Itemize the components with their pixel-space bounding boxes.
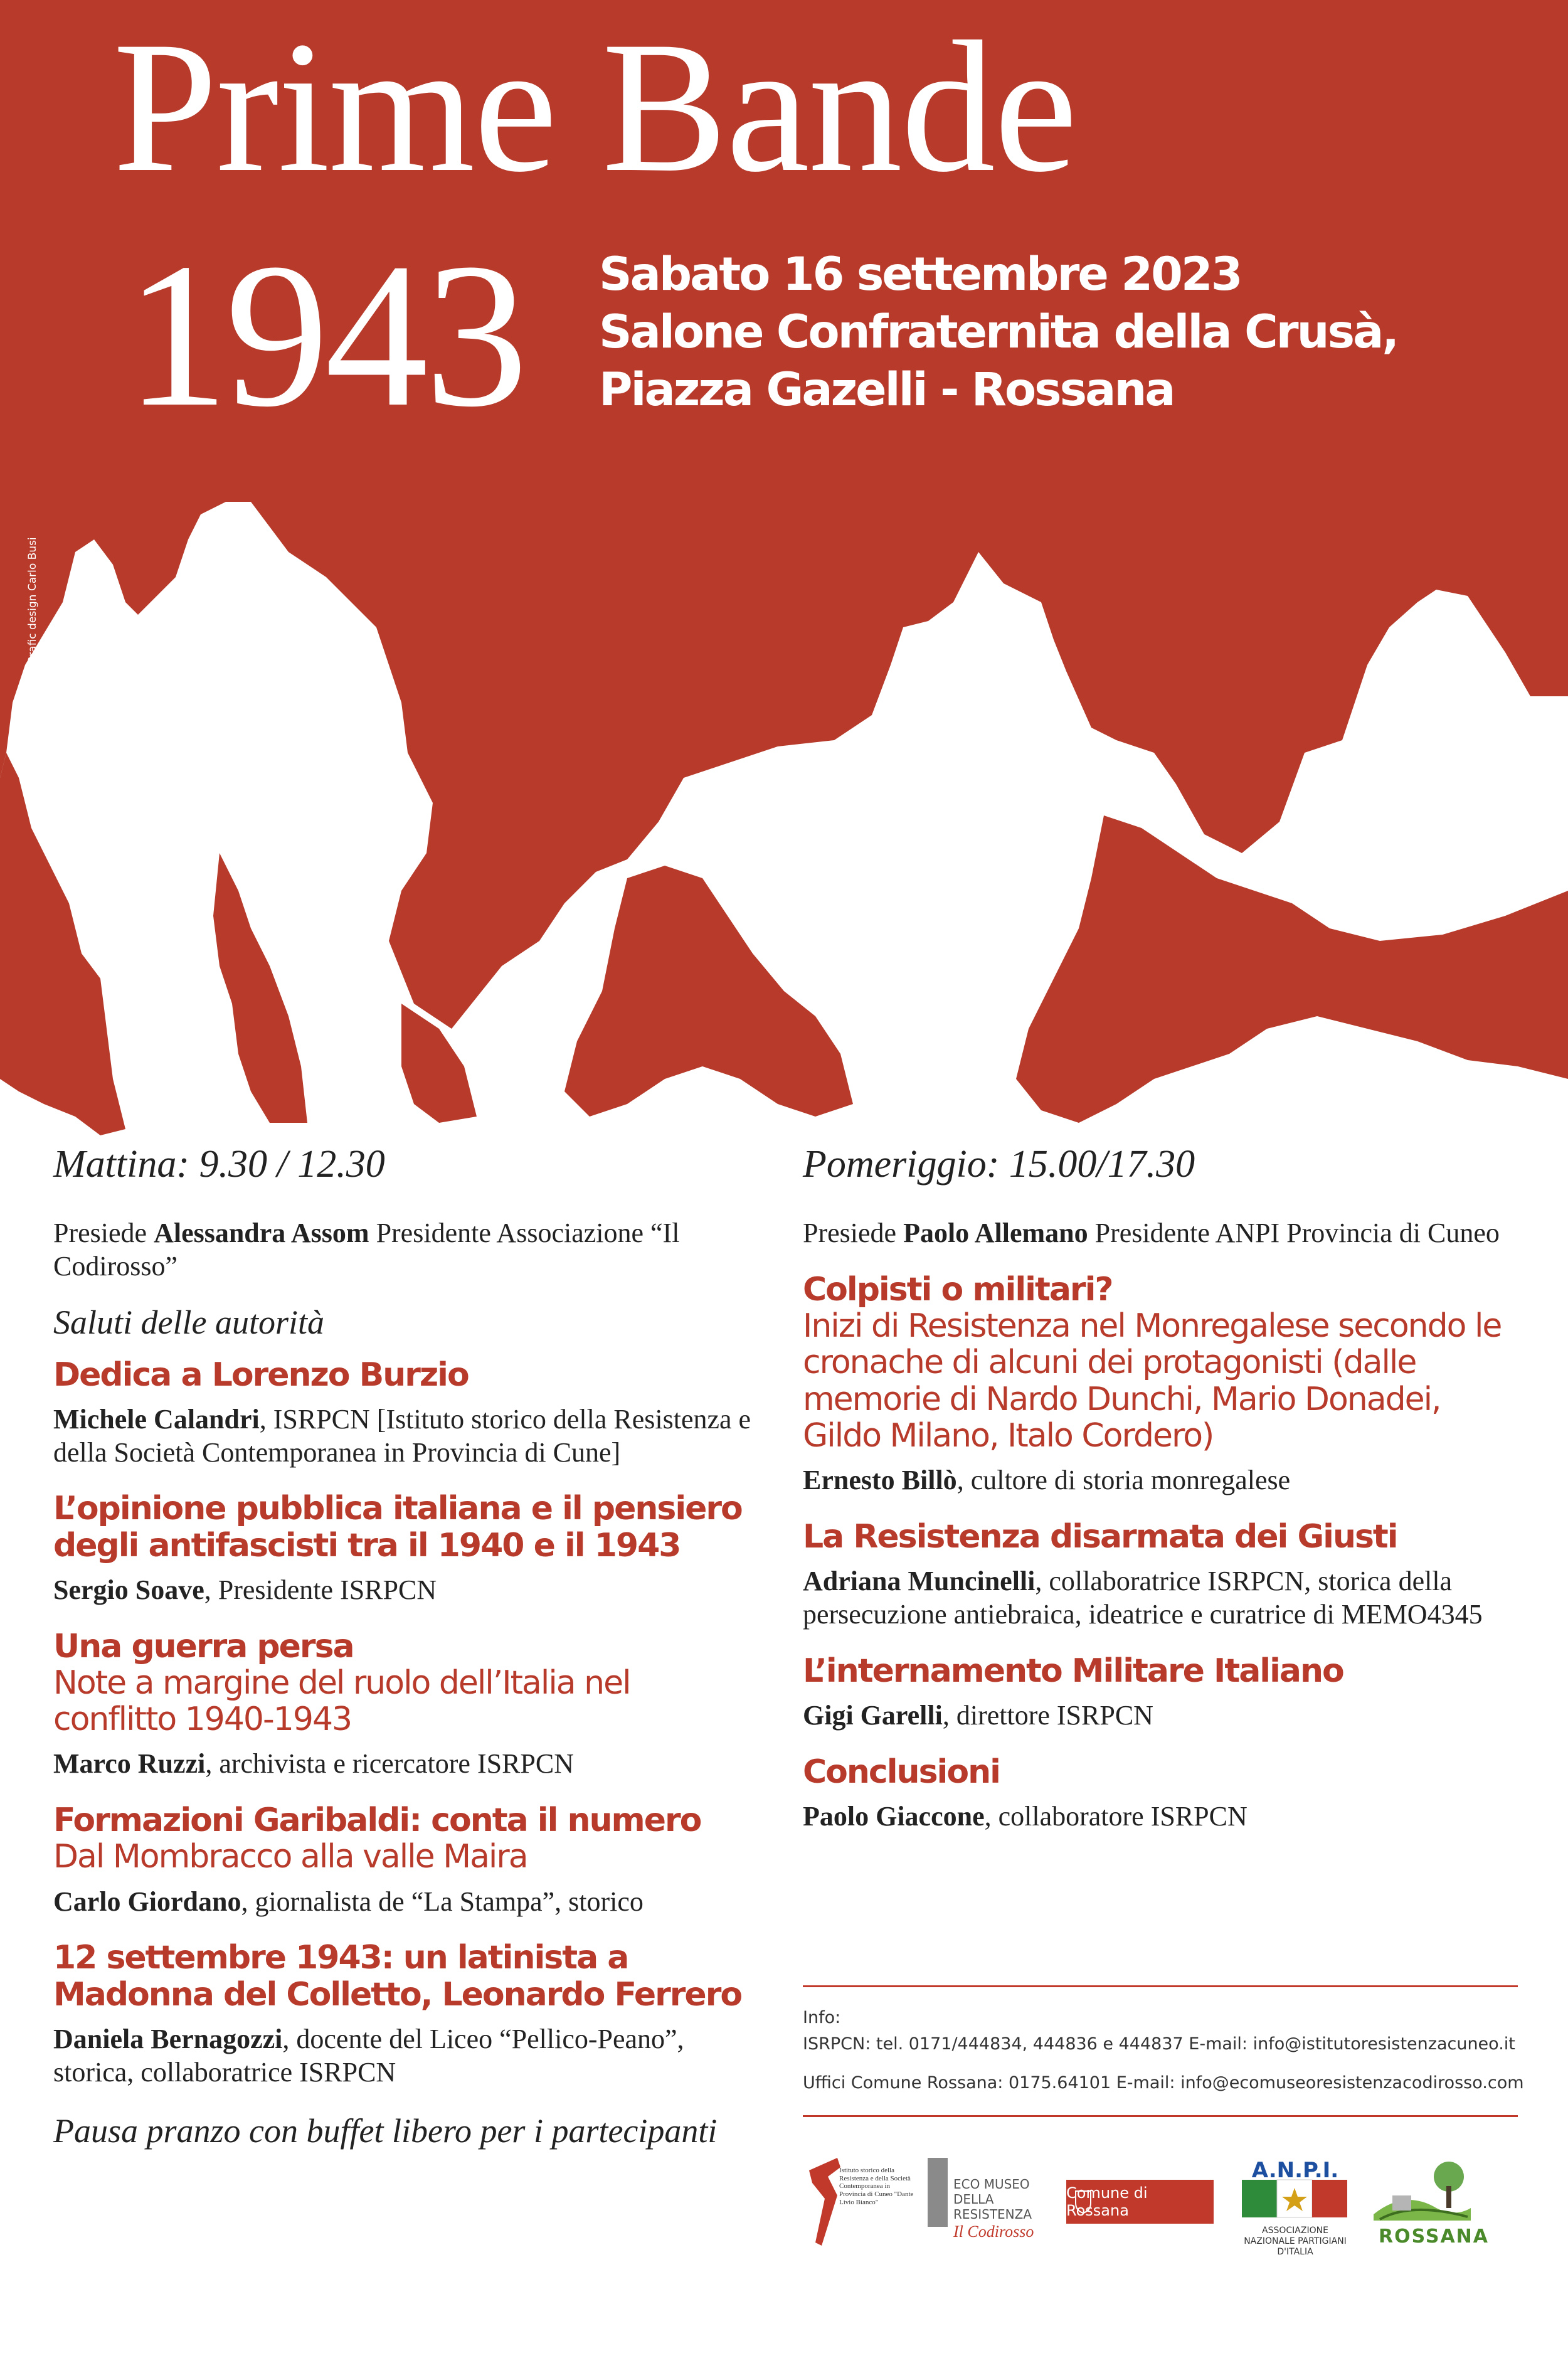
info-isrpcn: ISRPCN: tel. 0171/444834, 444836 e 444837 E-mail: info@istitutoresistenzacuneo.it bbox=[803, 2034, 1515, 2054]
talk-item bbox=[803, 1271, 1505, 1497]
talk-speaker bbox=[803, 1565, 1505, 1632]
sponsor-logos bbox=[803, 2152, 1518, 2258]
talk-title: L’internamento Militare Italiano bbox=[803, 1652, 1343, 1690]
talk-item bbox=[53, 1940, 756, 2089]
event-details bbox=[599, 246, 1397, 419]
event-address: Piazza Gazelli - Rossana bbox=[599, 363, 1174, 417]
talk-speaker bbox=[53, 1886, 756, 1919]
speaker-role: , collaboratrice ISRPCN, storica della persecuzione antiebraica, ideatrice e curatrice di MEMO4345 bbox=[803, 1566, 1483, 1630]
talk-speaker bbox=[803, 1800, 1505, 1834]
talk-subtitle: Inizi di Resistenza nel Monregalese secondo le cronache di alcuni dei protagonisti (dalle memorie di Nardo Dunchi, Mario Donadei, Gildo Milano, Italo Cordero) bbox=[803, 1307, 1502, 1455]
speaker-role: , giornalista de “La Stampa”, storico bbox=[241, 1886, 644, 1917]
greetings: Saluti delle autorità bbox=[53, 1303, 324, 1341]
anpi-name: A.N.P.I. bbox=[1251, 2158, 1339, 2183]
eco-line3: Il Codirosso bbox=[953, 2222, 1034, 2241]
talk-title: Una guerra persa bbox=[53, 1627, 354, 1665]
ecomuseo-text bbox=[953, 2177, 1057, 2241]
morning-program bbox=[53, 1143, 756, 2165]
talk-speaker bbox=[53, 2023, 756, 2089]
speaker-name: Gigi Garelli bbox=[803, 1700, 943, 1731]
speaker-role: , collaboratore ISRPCN bbox=[984, 1801, 1248, 1832]
morning-session-time: Mattina: 9.30 / 12.30 bbox=[53, 1143, 385, 1186]
speaker-name: Daniela Bernagozzi bbox=[53, 2023, 283, 2054]
design-credit: Grafic design Carlo Busi bbox=[26, 537, 39, 665]
info-label: Info: bbox=[803, 2008, 841, 2027]
talk-title: Formazioni Garibaldi: conta il numero bbox=[53, 1802, 701, 1840]
talk-subtitle: Note a margine del ruolo dell’Italia nel conflitto 1940-1943 bbox=[53, 1664, 630, 1739]
talk-speaker bbox=[53, 1574, 756, 1607]
talk-item bbox=[53, 1490, 756, 1606]
comune-rossana-logo bbox=[1066, 2152, 1214, 2252]
talk-speaker bbox=[803, 1464, 1505, 1497]
talk-item bbox=[803, 1754, 1505, 1834]
chair-role: Presidente Associazione “Il Codirosso” bbox=[53, 1218, 680, 1282]
talk-item bbox=[53, 1802, 756, 1918]
speaker-role: , ISRPCN [Istituto storico della Resistenza e della Società Contemporanea in Provincia di Cune] bbox=[53, 1403, 751, 1468]
talk-title: 12 settembre 1943: un latinista a Madonna del Colletto, Leonardo Ferrero bbox=[53, 1939, 742, 2014]
afternoon-session-time: Pomeriggio: 15.00/17.30 bbox=[803, 1143, 1195, 1186]
speaker-name: Michele Calandri bbox=[53, 1403, 260, 1435]
chair-prefix: Presiede bbox=[53, 1218, 154, 1249]
talk-title: Colpisti o militari? bbox=[803, 1270, 1113, 1308]
istituto-logo-text: Istituto storico della Resistenza e della Società Contemporanea in Provincia di Cuneo "Dante Livio Bianco" bbox=[839, 2167, 914, 2206]
ecomuseo-logo bbox=[925, 2152, 1057, 2252]
eco-line1: ECO MUSEO DELLA bbox=[953, 2177, 1030, 2207]
talk-item bbox=[53, 1628, 756, 1781]
chair-name: Paolo Allemano bbox=[903, 1218, 1088, 1249]
talk-subtitle: Dal Mombracco alla valle Maira bbox=[53, 1838, 527, 1876]
chair-prefix: Presiede bbox=[803, 1218, 904, 1249]
event-year: 1943 bbox=[125, 221, 524, 450]
proloco-landscape-icon bbox=[1367, 2152, 1474, 2227]
speaker-role: , docente del Liceo “Pellico-Peano”, storica, collaboratrice ISRPCN bbox=[53, 2023, 684, 2088]
speaker-name: Carlo Giordano bbox=[53, 1886, 241, 1917]
hero-banner bbox=[0, 0, 1568, 1142]
talk-title: Dedica a Lorenzo Burzio bbox=[53, 1356, 469, 1394]
talk-speaker bbox=[803, 1699, 1505, 1733]
lunch-break: Pausa pranzo con buffet libero per i partecipanti bbox=[53, 2111, 718, 2150]
speaker-role: , cultore di storia monregalese bbox=[956, 1465, 1291, 1496]
anpi-full-name: ASSOCIAZIONE NAZIONALE PARTIGIANI D'ITALIA bbox=[1244, 2226, 1347, 2257]
morning-chair bbox=[53, 1217, 756, 1283]
afternoon-chair bbox=[803, 1217, 1505, 1250]
speaker-name: Marco Ruzzi bbox=[53, 1748, 206, 1780]
comune-box bbox=[1066, 2180, 1214, 2224]
speaker-name: Adriana Muncinelli bbox=[803, 1566, 1036, 1597]
talk-item bbox=[803, 1519, 1505, 1632]
anpi-logo bbox=[1236, 2152, 1355, 2257]
event-title: Prime Bande bbox=[113, 3, 1077, 211]
speaker-role: , Presidente ISRPCN bbox=[204, 1574, 437, 1605]
proloco-label: ROSSANA bbox=[1379, 2226, 1490, 2248]
afternoon-program bbox=[803, 1143, 1505, 1855]
talk-item bbox=[803, 1653, 1505, 1733]
talk-speaker bbox=[53, 1748, 756, 1781]
chair-role: Presidente ANPI Provincia di Cuneo bbox=[1088, 1218, 1500, 1249]
speaker-name: Sergio Soave bbox=[53, 1574, 204, 1605]
speaker-name: Paolo Giaccone bbox=[803, 1801, 985, 1832]
info-comune: Uffici Comune Rossana: 0175.64101 E-mail: info@ecomuseoresistenzacodirosso.com bbox=[803, 2073, 1524, 2093]
talk-item bbox=[53, 1357, 756, 1470]
contact-info bbox=[803, 1985, 1524, 2117]
chair-name: Alessandra Assom bbox=[154, 1218, 369, 1249]
event-venue: Salone Confraternita della Crusà, bbox=[599, 305, 1398, 359]
speaker-role: , direttore ISRPCN bbox=[942, 1700, 1153, 1731]
comune-label: Comune di Rossana bbox=[1066, 2184, 1148, 2219]
talk-title: L’opinione pubblica italiana e il pensiero degli antifascisti tra il 1940 e il 1943 bbox=[53, 1490, 742, 1564]
speaker-name: Ernesto Billò bbox=[803, 1465, 957, 1496]
speaker-role: , archivista e ricercatore ISRPCN bbox=[205, 1748, 575, 1780]
istituto-storico-logo bbox=[803, 2152, 916, 2252]
coat-of-arms-icon bbox=[1074, 2189, 1093, 2214]
ecomuseo-bar-icon bbox=[925, 2152, 950, 2252]
event-date: Sabato 16 settembre 2023 bbox=[599, 248, 1241, 301]
eco-line2: RESISTENZA bbox=[953, 2207, 1032, 2222]
talk-speaker bbox=[53, 1403, 756, 1470]
proloco-rossana-logo bbox=[1367, 2152, 1490, 2252]
talk-title: Conclusioni bbox=[803, 1753, 1000, 1791]
talk-title: La Resistenza disarmata dei Giusti bbox=[803, 1517, 1397, 1556]
